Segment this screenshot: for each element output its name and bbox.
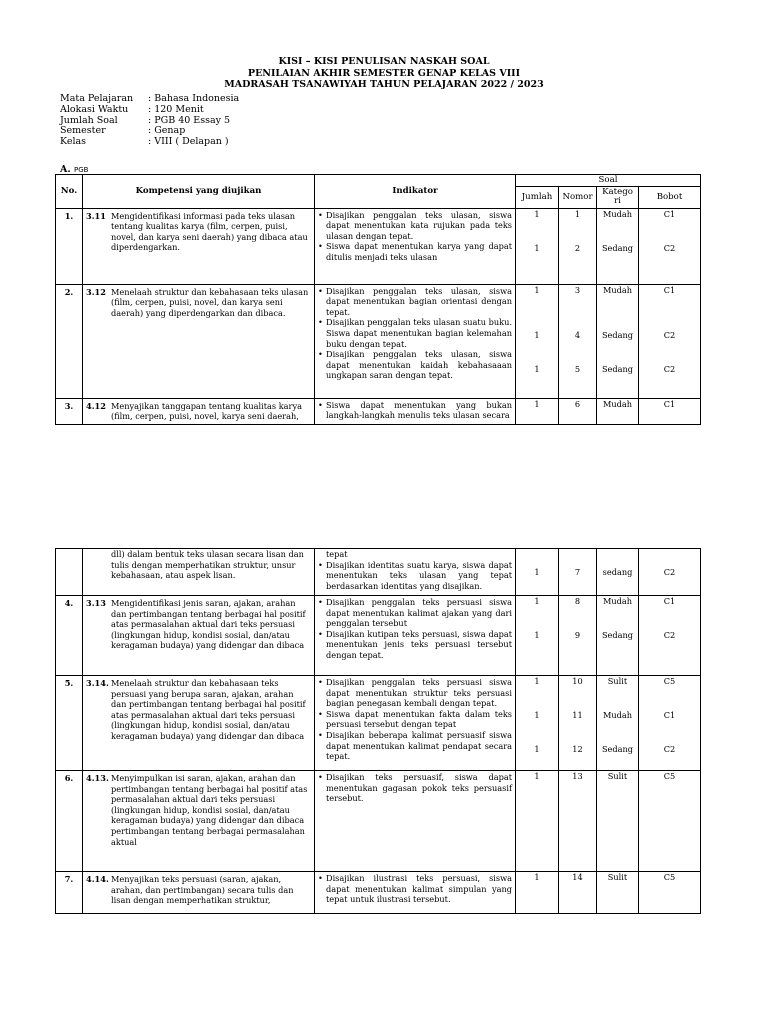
nomor-value: 14 — [559, 872, 597, 914]
indikator-continuation: tepat — [326, 549, 348, 559]
bobot-value: C2 — [663, 744, 676, 754]
nomor-value: 12 — [572, 744, 583, 754]
kategori-value: sedang — [597, 549, 639, 596]
header-nomor: Nomor — [559, 186, 597, 208]
indikator-cell — [315, 398, 516, 424]
jumlah-value: 1 — [534, 596, 540, 606]
indikator-cell — [315, 676, 516, 771]
nomor-value: 2 — [574, 242, 581, 253]
jumlah-value: 1 — [534, 676, 540, 686]
table-row — [56, 208, 701, 284]
kompetensi-text: Mengidentifikasi informasi pada teks ulasan tentang kualitas karya (film, cerpen, puisi, novel, dan karya seni daerah) yang dibaca atau diperdengarkan. — [111, 210, 308, 253]
kd-code: 4.13. — [86, 773, 109, 783]
bobot-value: C1 — [663, 284, 676, 295]
title-line-2: PENILAIAN AKHIR SEMESTER GENAP KELAS VIII — [247, 67, 521, 79]
bobot-value: C5 — [639, 872, 701, 914]
jumlah-value: 1 — [534, 329, 540, 340]
indikator-item: • Disajikan kutipan teks persuasi, siswa dapat menentukan jenis teks persuasi tersebut dengan tepat. — [318, 629, 512, 661]
indikator-cell — [315, 549, 516, 596]
jumlah-cell — [516, 596, 559, 676]
indikator-item: • Disajikan penggalan teks persuasi siswa dapat menentukan struktur teks persuasi bagian penegasan kembali dengan tepat. — [318, 677, 512, 709]
kompetensi-text: Menyajikan teks persuasi (saran, ajakan, arahan, dan pertimbangan) secara tulis dan lisan dengan memperhatikan struktur, — [111, 874, 294, 906]
indikator-item: • Disajikan identitas suatu karya, siswa dapat menentukan teks ulasan yang tepat berdasarkan identitas yang disajikan. — [318, 560, 512, 592]
indikator-cell — [315, 284, 516, 398]
nomor-value: 8 — [574, 596, 581, 606]
kategori-value: Sedang — [601, 744, 634, 754]
meta-value: : Genap — [148, 125, 186, 137]
jumlah-value: 1 — [516, 549, 559, 596]
section-letter: A. — [60, 164, 71, 175]
meta-row — [60, 105, 239, 116]
kategori-value: Sulit — [597, 771, 639, 872]
indikator-cell — [315, 596, 516, 676]
nomor-value: 10 — [572, 676, 583, 686]
indikator-item: • Disajikan penggalan teks ulasan, siswa dapat menentukan kata rujukan pada teks ulasan dengan tepat. — [318, 210, 512, 242]
bobot-value: C2 — [663, 329, 676, 340]
meta-label: Kelas — [60, 136, 87, 148]
row-number: 4. — [56, 596, 83, 676]
kategori-value: Mudah — [602, 284, 633, 295]
header-kategori: Katego ri — [597, 186, 639, 208]
meta-value: : PGB 40 Essay 5 — [148, 114, 231, 126]
kompetensi-cell — [83, 208, 315, 284]
indikator-cell — [315, 208, 516, 284]
jumlah-value: 1 — [516, 771, 559, 872]
kategori-value: Sedang — [601, 242, 634, 253]
bobot-value: C1 — [663, 208, 676, 219]
row-number: 7. — [56, 872, 83, 914]
nomor-value: 6 — [559, 398, 597, 424]
bobot-cell — [639, 208, 701, 284]
kategori-value: Sedang — [601, 329, 634, 340]
kompetensi-text: Mengidentifikasi jenis saran, ajakan, arahan dan pertimbangan tentang berbagai hal positif atas permasalahan aktual dari teks persuasi (lingkungan hidup, kondisi sosial, dan/atau keragaman budaya) yang didengar dan dibaca — [111, 598, 306, 651]
kategori-value: Sulit — [597, 872, 639, 914]
kategori-cell — [597, 284, 639, 398]
header-indikator: Indikator — [315, 175, 516, 209]
kd-code: 3.13 — [86, 598, 106, 608]
jumlah-value: 1 — [516, 872, 559, 914]
title-line-1: KISI – KISI PENULISAN NASKAH SOAL — [278, 56, 490, 67]
header-kompetensi: Kompetensi yang diujikan — [83, 175, 315, 209]
header-no: No. — [56, 175, 83, 209]
kd-code: 4.12 — [86, 400, 106, 411]
header-jumlah: Jumlah — [516, 186, 559, 208]
indikator-item: • Disajikan penggalan teks ulasan, siswa dapat menentukan bagian orientasi dengan tepat. — [318, 286, 512, 318]
row-number: 6. — [56, 771, 83, 872]
bobot-value: C2 — [663, 363, 676, 374]
kompetensi-cell — [83, 596, 315, 676]
bobot-value: C2 — [639, 549, 701, 596]
nomor-value: 13 — [559, 771, 597, 872]
kategori-cell — [597, 208, 639, 284]
row-number: 2. — [56, 284, 83, 398]
indikator-item: • Disajikan penggalan teks ulasan suatu buku. Siswa dapat menentukan bagian kelemahan buku dengan tepat. — [318, 317, 512, 349]
kategori-value: Mudah — [602, 596, 633, 606]
indikator-item: • Disajikan beberapa kalimat persuasif siswa dapat menentukan kalimat pendapat secara tepat. — [318, 730, 512, 762]
bobot-cell — [639, 284, 701, 398]
bobot-value: C2 — [663, 242, 676, 253]
bobot-cell — [639, 596, 701, 676]
row-number — [56, 549, 83, 596]
meta-label: Alokasi Waktu — [60, 103, 129, 115]
kompetensi-text: dll) dalam bentuk teks ulasan secara lisan dan tulis dengan memperhatikan struktur, unsur kebahasaan, atau aspek lisan. — [111, 549, 304, 581]
kompetensi-text: Menyimpulkan isi saran, ajakan, arahan dan pertimbangan tentang berbagai hal positif atas permasalahan aktual dari teks persuasi (lingkungan hidup, kondisi sosial, dan/atau keragaman budaya) yang didengar dan dibaca pertimbangan tentang berbagai permasalahan aktual — [111, 773, 308, 847]
jumlah-cell — [516, 208, 559, 284]
jumlah-cell — [516, 676, 559, 771]
kd-code: 4.14. — [86, 874, 109, 884]
kategori-value: Mudah — [597, 398, 639, 424]
table-row — [56, 596, 701, 676]
indikator-item: • Siswa dapat menentukan fakta dalam teks persuasi tersebut dengan tepat — [318, 709, 512, 730]
kategori-value: Mudah — [602, 208, 633, 219]
nomor-cell — [559, 676, 597, 771]
row-number: 3. — [56, 398, 83, 424]
jumlah-cell — [516, 284, 559, 398]
kategori-cell — [597, 596, 639, 676]
row-number: 5. — [56, 676, 83, 771]
section-name: PGB — [74, 166, 89, 174]
jumlah-value: 1 — [534, 242, 540, 253]
kompetensi-cell — [83, 771, 315, 872]
table-row — [56, 549, 701, 596]
nomor-value: 9 — [574, 630, 581, 640]
indikator-item: • Disajikan teks persuasif, siswa dapat menentukan gagasan pokok teks persuasif tersebut. — [318, 772, 512, 804]
table-row — [56, 284, 701, 398]
indikator-item: • Disajikan penggalan teks ulasan, siswa dapat menentukan kaidah kebahasaaan ungkapan saran dengan tepat. — [318, 349, 512, 381]
nomor-cell — [559, 596, 597, 676]
meta-value: : VIII ( Delapan ) — [148, 136, 229, 148]
table-row — [56, 676, 701, 771]
kompetensi-cell — [83, 284, 315, 398]
indikator-item: • Disajikan ilustrasi teks persuasi, siswa dapat menentukan kalimat simpulan yang tepat untuk ilustrasi tersebut. — [318, 873, 512, 905]
nomor-cell — [559, 208, 597, 284]
kd-code: 3.12 — [86, 286, 106, 297]
kompetensi-text: Menyajikan tanggapan tentang kualitas karya (film, cerpen, puisi, novel, karya seni daerah, — [111, 400, 302, 422]
bobot-cell — [639, 676, 701, 771]
meta-label: Semester — [60, 125, 106, 137]
jumlah-value: 1 — [534, 208, 540, 219]
nomor-value: 7 — [559, 549, 597, 596]
table-row — [56, 398, 701, 424]
bobot-value: C1 — [639, 398, 701, 424]
document-title-block — [0, 56, 768, 91]
table-row — [56, 872, 701, 914]
kompetensi-text: Menelaah struktur dan kebahasaan teks persuasi yang berupa saran, ajakan, arahan dan pertimbangan tentang berbagai hal positif atas permasalahan aktual dari teks persuasi (lingkungan hidup, kondisi sosial, dan/atau keragaman budaya) yang didengar dan dibaca — [111, 678, 306, 741]
document-meta — [60, 94, 239, 148]
bobot-value: C5 — [639, 771, 701, 872]
nomor-value: 4 — [574, 329, 581, 340]
jumlah-value: 1 — [516, 398, 559, 424]
meta-label: Mata Pelajaran — [60, 93, 134, 104]
header-bobot: Bobot — [639, 186, 701, 208]
kompetensi-cell — [83, 676, 315, 771]
title-line-3: MADRASAH TSANAWIYAH TAHUN PELAJARAN 2022 / 2023 — [224, 79, 544, 90]
indikator-item: • Siswa dapat menentukan karya yang dapat ditulis menjadi teks ulasan — [318, 241, 512, 262]
kategori-value: Sedang — [601, 630, 634, 640]
nomor-value: 11 — [572, 710, 583, 720]
jumlah-value: 1 — [534, 363, 540, 374]
bobot-value: C2 — [663, 630, 676, 640]
kd-code: 3.11 — [86, 210, 106, 221]
jumlah-value: 1 — [534, 710, 540, 720]
nomor-cell — [559, 284, 597, 398]
jumlah-value: 1 — [534, 630, 540, 640]
meta-value: : 120 Menit — [148, 103, 204, 115]
nomor-value: 1 — [574, 208, 581, 219]
meta-label: Jumlah Soal — [60, 114, 118, 126]
kompetensi-text: Menelaah struktur dan kebahasaan teks ulasan (film, cerpen, puisi, novel, dan karya seni daerah) yang diperdengarkan dan dibaca. — [111, 286, 309, 318]
kategori-cell — [597, 676, 639, 771]
jumlah-value: 1 — [534, 744, 540, 754]
header-soal: Soal — [516, 175, 701, 187]
table-row — [56, 771, 701, 872]
kategori-value: Sedang — [601, 363, 634, 374]
kategori-value: Mudah — [602, 710, 633, 720]
meta-value: : Bahasa Indonesia — [148, 93, 240, 104]
kd-code: 3.14. — [86, 678, 109, 688]
bobot-value: C1 — [663, 710, 676, 720]
kategori-value: Sulit — [607, 676, 628, 686]
kompetensi-cell — [83, 872, 315, 914]
kompetensi-cell — [83, 398, 315, 424]
row-number: 1. — [56, 208, 83, 284]
jumlah-value: 1 — [534, 284, 540, 295]
kompetensi-cell — [83, 549, 315, 596]
indikator-cell — [315, 771, 516, 872]
kisi-table-part-1 — [55, 174, 701, 425]
bobot-value: C5 — [663, 676, 676, 686]
nomor-value: 3 — [574, 284, 581, 295]
indikator-item: • Siswa dapat menentukan yang bukan langkah-langkah menulis teks ulasan secara — [318, 400, 512, 421]
meta-row — [60, 137, 239, 148]
indikator-cell — [315, 872, 516, 914]
bobot-value: C1 — [663, 596, 676, 606]
nomor-value: 5 — [574, 363, 581, 374]
indikator-item: • Disajikan penggalan teks persuasi siswa dapat menentukan kalimat ajakan yang dari penggalan tersebut — [318, 597, 512, 629]
kisi-table-part-2 — [55, 548, 701, 914]
